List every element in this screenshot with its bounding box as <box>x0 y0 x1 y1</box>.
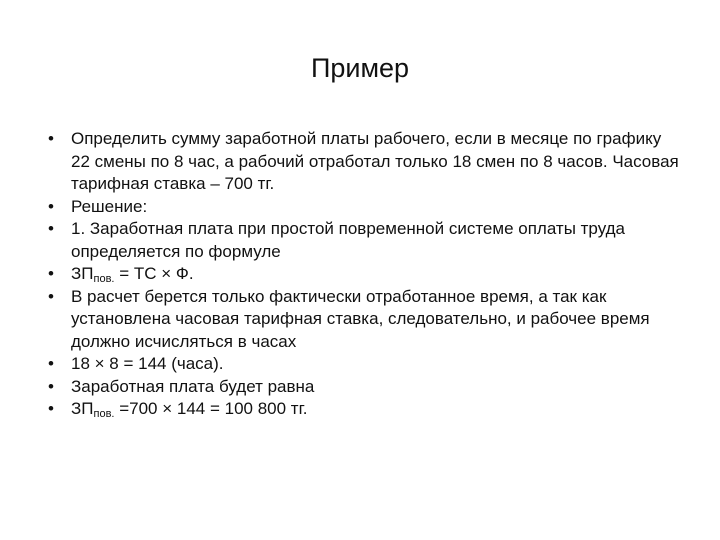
formula-prefix: ЗП <box>71 399 94 418</box>
bullet-dot: • <box>48 264 54 283</box>
bullet-dot: • <box>48 354 54 373</box>
bullet-text: Решение: <box>71 196 148 216</box>
bullet-dot: • <box>48 376 54 396</box>
list-item <box>44 128 684 196</box>
formula-suffix: = ТС × Ф. <box>114 264 194 283</box>
list-item <box>44 263 684 286</box>
bullet-dot: • <box>48 219 54 238</box>
list-item <box>44 218 684 263</box>
bullet-text: 1. Заработная плата при простой повременной системе оплаты труда определяется по формуле <box>71 219 626 261</box>
bullet-dot: • <box>48 196 54 216</box>
bullet-text: Определить сумму заработной платы рабочего, если в месяце по графику 22 смены по 8 час, а рабочий отработал только 18 смен по 8 часов. Часовая тарифная ставка – 700 тг. <box>71 129 679 193</box>
list-item <box>44 353 684 376</box>
bullet-text: 18 × 8 = 144 (часа). <box>71 354 224 373</box>
bullet-text: В расчет берется только фактически отработанное время, а так как установлена часовая тарифная ставка, следовательно, и рабочее время должно исчисляться в часах <box>71 286 650 351</box>
list-item <box>44 376 684 399</box>
bullet-text: Заработная плата будет равна <box>71 376 315 396</box>
bullet-dot: • <box>48 129 54 148</box>
formula-text <box>71 399 307 418</box>
slide-title: Пример <box>310 53 410 83</box>
formula-subscript: пов. <box>93 273 115 285</box>
list-item <box>44 286 684 354</box>
list-item <box>44 196 684 219</box>
formula-suffix: =700 × 144 = 100 800 тг. <box>114 399 308 418</box>
bullet-dot: • <box>48 399 54 418</box>
bullet-list <box>44 128 684 421</box>
list-item <box>44 398 684 421</box>
bullet-dot: • <box>48 286 54 306</box>
formula-subscript: пов. <box>93 408 115 420</box>
formula-prefix: ЗП <box>71 264 94 283</box>
formula-text <box>71 264 194 283</box>
